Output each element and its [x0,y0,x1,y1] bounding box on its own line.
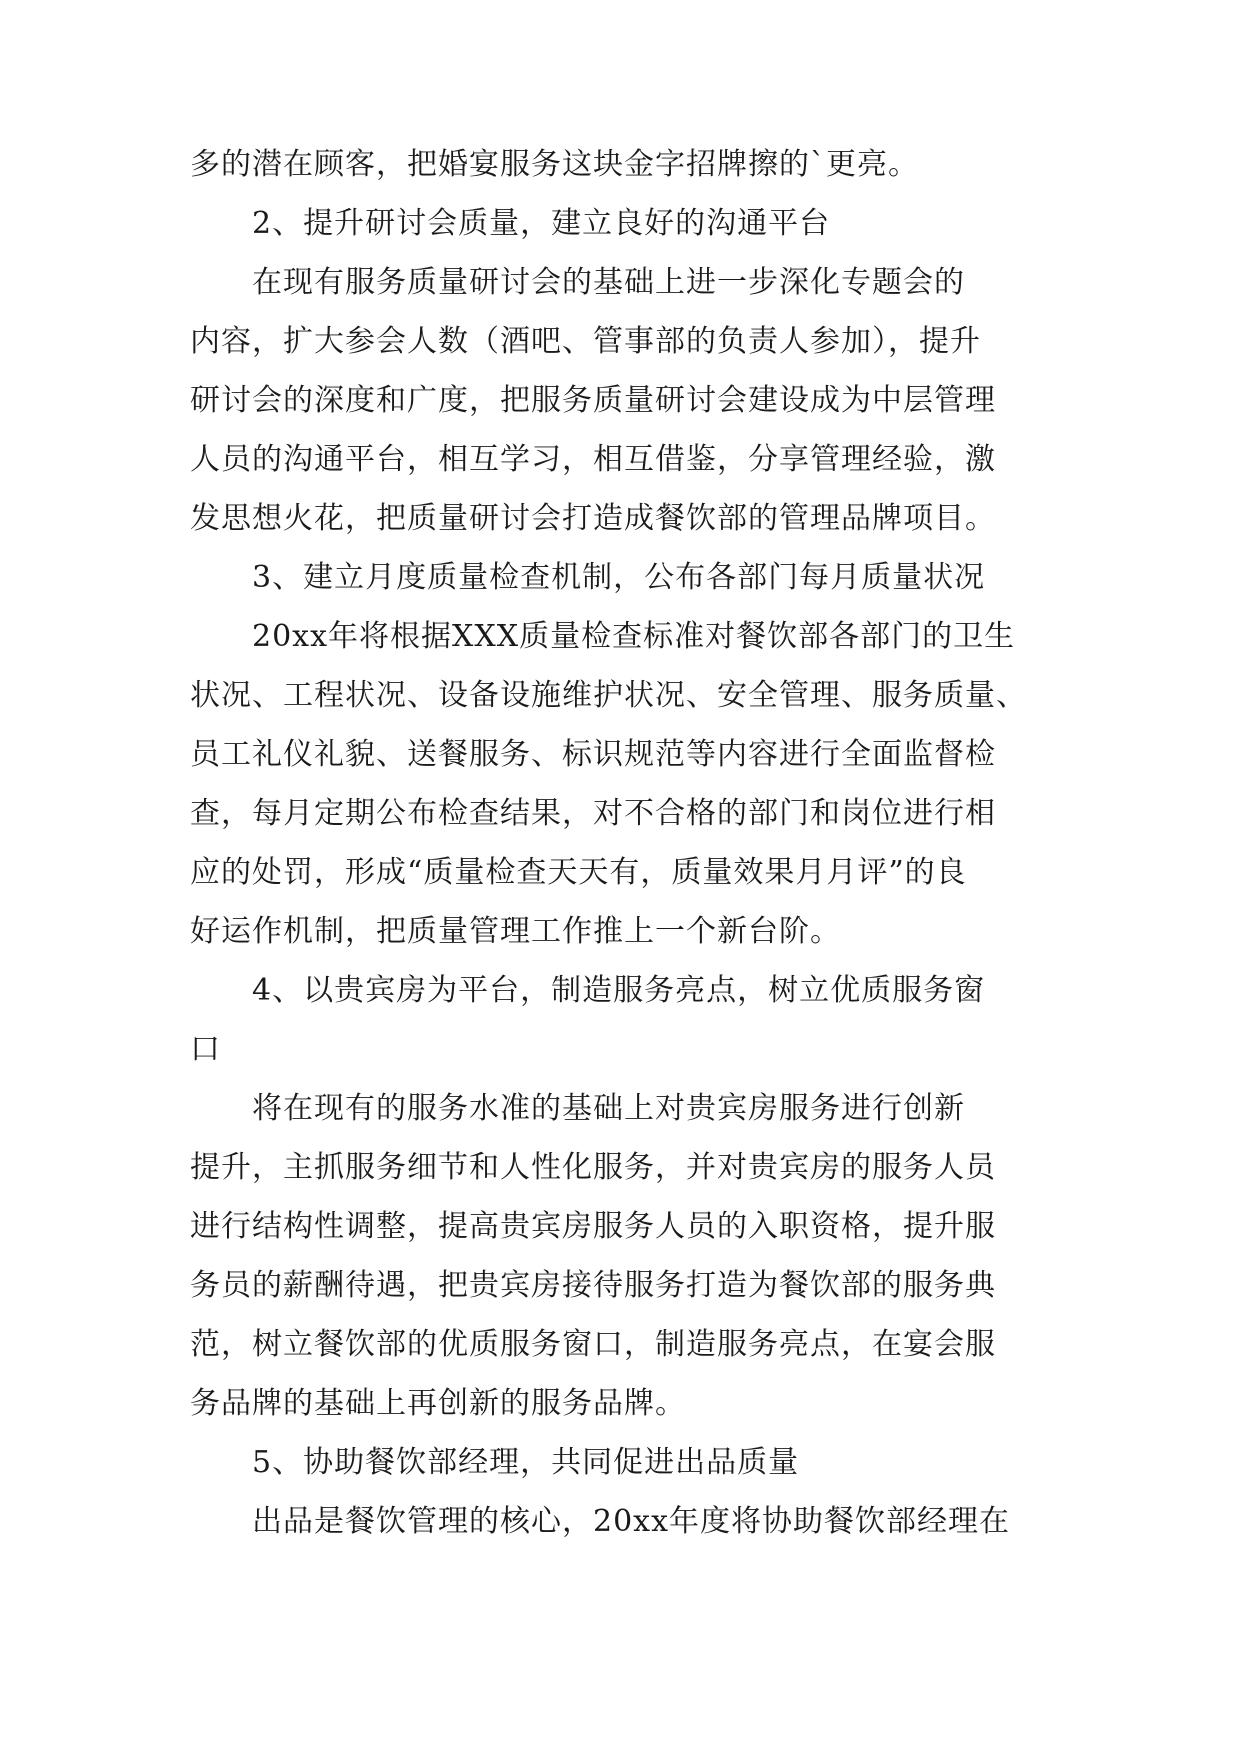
text-line: 人员的沟通平台，相互学习，相互借鉴，分享管理经验，激 [190,442,996,477]
text-line: 内容，扩大参会人数（酒吧、管事部的负责人参加），提升 [190,324,981,359]
section-heading: 2、提升研讨会质量，建立良好的沟通平台 [252,206,831,241]
section-heading-continued: 口 [190,1032,221,1067]
text-line: 在现有服务质量研讨会的基础上进一步深化专题会的 [252,265,965,300]
text-line: 务员的薪酬待遇，把贵宾房接待服务打造为餐饮部的服务典 [190,1268,996,1303]
text-line: 发思想火花，把质量研讨会打造成餐饮部的管理品牌项目。 [190,501,996,536]
text-line: 研讨会的深度和广度，把服务质量研讨会建设成为中层管理 [190,383,996,418]
text-line: 状况、工程状况、设备设施维护状况、安全管理、服务质量、 [190,678,1027,713]
text-line: 好运作机制，把质量管理工作推上一个新台阶。 [190,914,841,949]
text-line: 20xx年将根据XXX质量检查标准对餐饮部各部门的卫生 [252,619,1016,654]
section-heading: 4、以贵宾房为平台，制造服务亮点，树立优质服务窗 [252,973,986,1008]
text-line: 多的潜在顾客，把婚宴服务这块金字招牌擦的`更亮。 [190,147,919,182]
text-line: 务品牌的基础上再创新的服务品牌。 [190,1386,686,1421]
text-line: 员工礼仪礼貌、送餐服务、标识规范等内容进行全面监督检 [190,737,996,772]
text-line: 出品是餐饮管理的核心，20xx年度将协助餐饮部经理在 [252,1504,1011,1539]
text-line: 将在现有的服务水准的基础上对贵宾房服务进行创新 [252,1091,965,1126]
section-heading: 3、建立月度质量检查机制，公布各部门每月质量状况 [252,560,986,595]
text-line: 应的处罚，形成“质量检查天天有，质量效果月月评”的良 [190,855,967,890]
text-line: 提升，主抓服务细节和人性化服务，并对贵宾房的服务人员 [190,1150,996,1185]
text-line: 范，树立餐饮部的优质服务窗口，制造服务亮点，在宴会服 [190,1327,996,1362]
section-heading: 5、协助餐饮部经理，共同促进出品质量 [252,1445,800,1480]
text-line: 查，每月定期公布检查结果，对不合格的部门和岗位进行相 [190,796,996,831]
text-line: 进行结构性调整，提高贵宾房服务人员的入职资格，提升服 [190,1209,996,1244]
